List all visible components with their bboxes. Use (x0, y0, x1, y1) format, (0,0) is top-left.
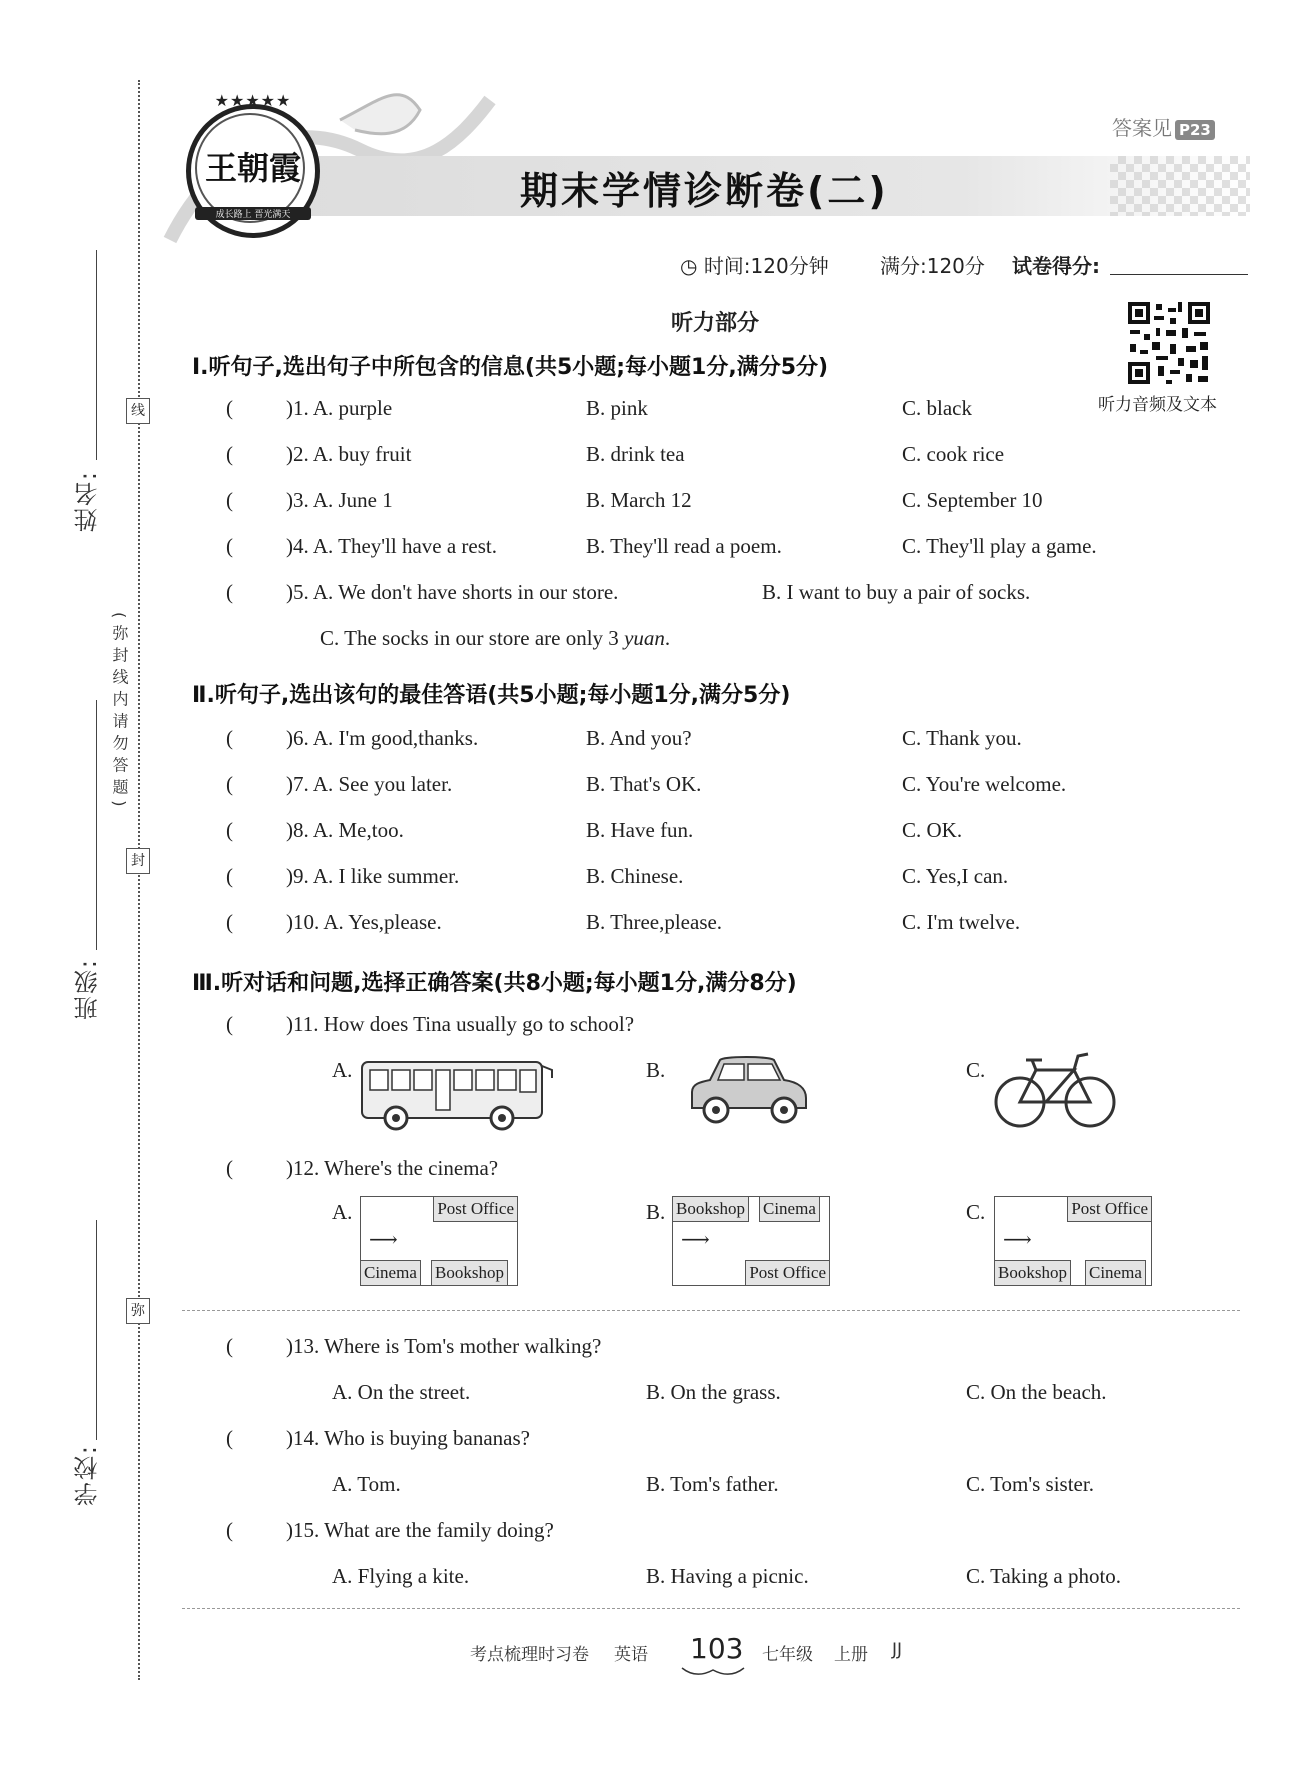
score-label: 试卷得分: (1012, 254, 1100, 278)
q12-stem: )12. Where's the cinema? (286, 1156, 499, 1180)
q15-stem: )15. What are the family doing? (286, 1518, 554, 1542)
logo-text: 王朝霞 (204, 150, 301, 186)
answer-paren[interactable]: ( (226, 580, 233, 604)
car-icon (686, 1052, 812, 1130)
map-cinema: Cinema (360, 1260, 421, 1286)
map-bookshop: Bookshop (431, 1260, 508, 1286)
map-post-office: Post Office (745, 1260, 830, 1286)
q8-stem: )8. A. Me,too. (286, 818, 404, 842)
q12-option-c-label: C. (966, 1200, 986, 1224)
divider (182, 1608, 1240, 1609)
footer-grade: 七年级 (762, 1645, 813, 1665)
q10-option-b: B. Three,please. (586, 910, 723, 934)
listening-section-title: 听力部分 (670, 311, 759, 336)
q12-map-b (672, 1196, 830, 1286)
school-label: 学校: (74, 1444, 102, 1507)
q10-option-c: C. I'm twelve. (902, 910, 1021, 934)
answer-paren[interactable]: ( (226, 442, 233, 466)
seal-mark-mi: 弥 (126, 1298, 150, 1324)
banner-checker-pattern (1110, 156, 1250, 216)
q13-option-b: B. On the grass. (646, 1380, 781, 1404)
q1-option-c: C. black (902, 396, 972, 420)
bicycle-icon (990, 1046, 1120, 1130)
answer-paren[interactable]: ( (226, 1426, 233, 1450)
answer-paren[interactable]: ( (226, 772, 233, 796)
answer-paren[interactable]: ( (226, 1012, 233, 1036)
q14-stem: )14. Who is buying bananas? (286, 1426, 530, 1450)
answer-ref-label: 答案见 (1112, 116, 1172, 140)
answer-reference (1112, 112, 1215, 141)
q15-option-c: C. Taking a photo. (966, 1564, 1122, 1588)
logo-sub: 成长路上 晋光满天 (195, 207, 311, 220)
q1-stem: )1. A. purple (286, 396, 393, 420)
school-blank[interactable] (96, 1220, 97, 1440)
q14-option-a: A. Tom. (332, 1472, 401, 1496)
map-bookshop: Bookshop (672, 1196, 749, 1222)
map-cinema: Cinema (1085, 1260, 1146, 1286)
footer-subject: 英语 (614, 1645, 648, 1665)
qr-code-icon[interactable] (1126, 300, 1212, 386)
q7-option-c: C. You're welcome. (902, 772, 1067, 796)
section-3-heading: Ⅲ.听对话和问题,选择正确答案(共8小题;每小题1分,满分8分) (192, 971, 797, 996)
q3-stem: )3. A. June 1 (286, 488, 393, 512)
q11-option-b-label: B. (646, 1058, 666, 1082)
q2-option-b: B. drink tea (586, 442, 685, 466)
q4-option-b: B. They'll read a poem. (586, 534, 782, 558)
answer-paren[interactable]: ( (226, 1156, 233, 1180)
bus-icon (356, 1056, 556, 1134)
answer-paren[interactable]: ( (226, 818, 233, 842)
q9-stem: )9. A. I like summer. (286, 864, 460, 888)
q5-option-c: C. The socks in our store are only 3 yuan. (320, 626, 671, 650)
answer-page-badge: P23 (1175, 120, 1215, 140)
footer-volume: 上册 (834, 1645, 868, 1665)
q11-stem: )11. How does Tina usually go to school? (286, 1012, 635, 1036)
exam-time: ◷ 时间:120分钟 (680, 254, 829, 278)
page-number-flourish (680, 1664, 746, 1678)
section-1-heading: Ⅰ.听句子,选出句子中所包含的信息(共5小题;每小题1分,满分5分) (192, 355, 829, 380)
footer-book: 考点梳理时习卷 (470, 1645, 589, 1665)
map-post-office: Post Office (1067, 1196, 1152, 1222)
answer-paren[interactable]: ( (226, 910, 233, 934)
arrow-right-icon: ⟶ (681, 1227, 710, 1251)
q9-option-b: B. Chinese. (586, 864, 684, 888)
q14-option-b: B. Tom's father. (646, 1472, 779, 1496)
answer-paren[interactable]: ( (226, 396, 233, 420)
q14-option-c: C. Tom's sister. (966, 1472, 1094, 1496)
page-number: 103 (690, 1632, 744, 1665)
arrow-right-icon: ⟶ (369, 1227, 398, 1251)
q12-map-a (360, 1196, 518, 1286)
section-2-heading: Ⅱ.听句子,选出该句的最佳答语(共5小题;每小题1分,满分5分) (192, 683, 791, 708)
q2-option-c: C. cook rice (902, 442, 1005, 466)
page-title: 期末学情诊断卷(二) (520, 169, 889, 213)
seal-dotted-line (138, 80, 140, 1680)
q12-option-a-label: A. (332, 1200, 353, 1224)
seal-note: (弥封线内请勿答题) (110, 612, 129, 813)
seal-mark-seal: 封 (126, 848, 150, 874)
q13-option-c: C. On the beach. (966, 1380, 1107, 1404)
q9-option-c: C. Yes,I can. (902, 864, 1009, 888)
class-label: 班级: (74, 958, 102, 1021)
class-blank[interactable] (96, 700, 97, 950)
answer-paren[interactable]: ( (226, 1334, 233, 1358)
q6-stem: )6. A. I'm good,thanks. (286, 726, 479, 750)
exam-full-score: 满分:120分 (880, 254, 985, 278)
name-label: 姓名: (74, 470, 102, 533)
q12-map-c (994, 1196, 1152, 1286)
answer-paren[interactable]: ( (226, 864, 233, 888)
q5-stem: )5. A. We don't have shorts in our store. (286, 580, 619, 604)
q10-stem: )10. A. Yes,please. (286, 910, 442, 934)
q13-option-a: A. On the street. (332, 1380, 471, 1404)
q3-option-c: C. September 10 (902, 488, 1043, 512)
q11-option-c-label: C. (966, 1058, 986, 1082)
q8-option-b: B. Have fun. (586, 818, 694, 842)
q4-option-c: C. They'll play a game. (902, 534, 1097, 558)
map-bookshop: Bookshop (994, 1260, 1071, 1286)
answer-paren[interactable]: ( (226, 726, 233, 750)
answer-paren[interactable]: ( (226, 488, 233, 512)
q1-option-b: B. pink (586, 396, 648, 420)
clock-icon: ◷ (680, 254, 698, 278)
q8-option-c: C. OK. (902, 818, 963, 842)
name-blank[interactable] (96, 250, 97, 460)
q6-option-b: B. And you? (586, 726, 692, 750)
answer-paren[interactable]: ( (226, 534, 233, 558)
score-blank[interactable] (1110, 274, 1248, 275)
q15-option-b: B. Having a picnic. (646, 1564, 809, 1588)
qr-caption: 听力音频及文本 (1098, 395, 1217, 415)
q7-option-b: B. That's OK. (586, 772, 702, 796)
q13-stem: )13. Where is Tom's mother walking? (286, 1334, 602, 1358)
seal-mark-line: 线 (126, 398, 150, 424)
answer-paren[interactable]: ( (226, 1518, 233, 1542)
arrow-right-icon: ⟶ (1003, 1227, 1032, 1251)
map-post-office: Post Office (433, 1196, 518, 1222)
q3-option-b: B. March 12 (586, 488, 692, 512)
map-cinema: Cinema (759, 1196, 820, 1222)
q12-option-b-label: B. (646, 1200, 666, 1224)
footer-edition: JJ (892, 1640, 903, 1660)
q11-option-a-label: A. (332, 1058, 353, 1082)
divider (182, 1310, 1240, 1311)
q15-option-a: A. Flying a kite. (332, 1564, 470, 1588)
q2-stem: )2. A. buy fruit (286, 442, 412, 466)
q6-option-c: C. Thank you. (902, 726, 1022, 750)
q4-stem: )4. A. They'll have a rest. (286, 534, 498, 558)
q7-stem: )7. A. See you later. (286, 772, 453, 796)
logo-stars-icon: ★★★★★ (214, 91, 292, 110)
q5-option-b: B. I want to buy a pair of socks. (762, 580, 1031, 604)
brand-logo (186, 91, 320, 238)
